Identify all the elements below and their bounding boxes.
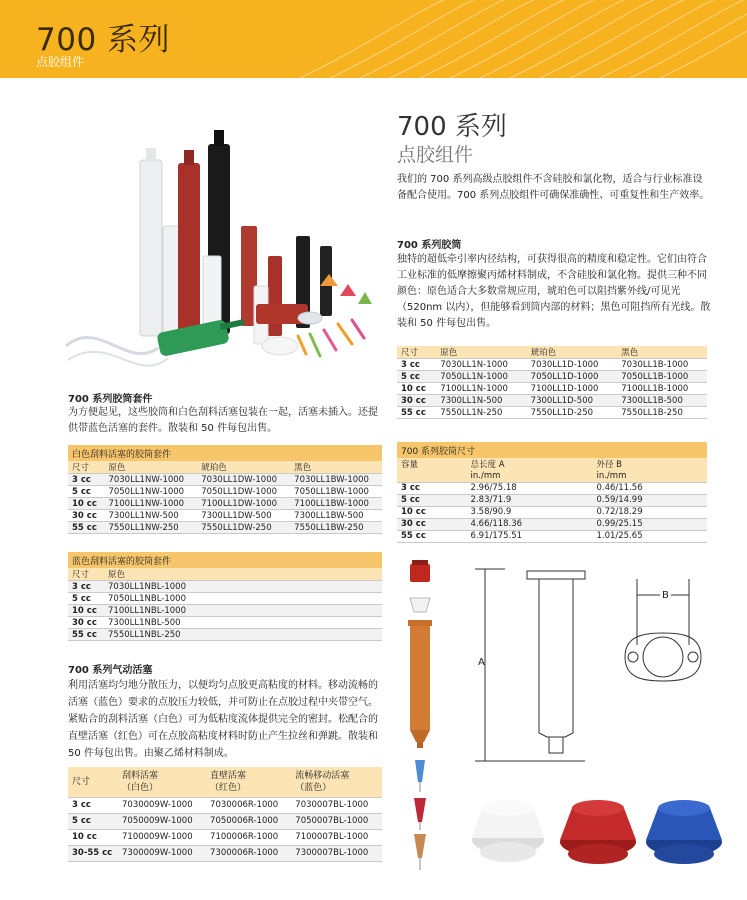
table-row: 30 cc 7300LL1NW-500 7300LL1DW-500 7300LL1BW-500 — [68, 510, 382, 522]
dimension-label-b: B — [662, 590, 669, 601]
table-row: 10 cc 7100LL1NW-1000 7100LL1DW-1000 7100LL1BW-1000 — [68, 498, 382, 510]
blue-piston — [646, 800, 722, 864]
kits-text: 为方便起见，这些胶筒和白色刮料活塞包装在一起，活塞未插入。还提供带蓝色活塞的套件。散装和 50 件每包出售。 — [68, 407, 378, 434]
table-row: 30 cc 7300LL1N-500 7300LL1D-500 7300LL1B-500 — [397, 395, 707, 407]
barrels-table — [397, 346, 707, 419]
table-row: 3 cc 7030LL1N-1000 7030LL1D-1000 7030LL1B-1000 — [397, 359, 707, 371]
table-header-row: 容量 总长度 A 外径 B — [397, 458, 707, 470]
header-subtitle: 点胶组件 — [36, 55, 85, 69]
white-kit-table — [68, 445, 382, 534]
table-row: 55 cc 6.91/175.51 1.01/25.65 — [397, 530, 707, 542]
table-row: 30 cc 7300LL1NBL-500 — [68, 617, 382, 629]
syringe-assembly-illustration — [398, 560, 442, 872]
blue-kit-table — [68, 552, 382, 641]
table-row: 5 cc 7050LL1NW-1000 7050LL1DW-1000 7050LL1BW-1000 — [68, 486, 382, 498]
table-row: 55 cc 7550LL1NW-250 7550LL1DW-250 7550LL1BW-250 — [68, 522, 382, 534]
table-row: 10 cc 7100LL1N-1000 7100LL1D-1000 7100LL1B-1000 — [397, 383, 707, 395]
table-row: 55 cc 7550LL1N-250 7550LL1D-250 7550LL1B-250 — [397, 407, 707, 419]
table-caption-row — [68, 445, 382, 461]
table-row: 5 cc 2.83/71.9 0.59/14.99 — [397, 494, 707, 506]
table-row: 3 cc 7030LL1NW-1000 7030LL1DW-1000 7030LL1BW-1000 — [68, 474, 382, 486]
table-units-row: in./mm in./mm — [397, 470, 707, 482]
barrels-text: 独特的超低牵引率内径结构，可获得很高的精度和稳定性。它们由符合工业标准的低摩擦聚丙烯材料制成，不含硅胶和氯化物。提供三种不同颜色：原色适合大多数常规应用，琥珀色可以阻挡紫外线/可见光（520nm 以内），但能够看到筒内部的材料；黑色可阻挡所有光线。散装和 50 件每包出售。 — [397, 254, 711, 329]
table-row: 3 cc 7030LL1NBL-1000 — [68, 581, 382, 593]
intro-subtitle: 点胶组件 — [397, 144, 474, 166]
product-photo — [58, 108, 380, 384]
dimensions-caption: 700 系列胶筒尺寸 — [397, 442, 707, 458]
table-row: 10 cc 7100009W-1000 7100006R-1000 7100007BL-1000 — [68, 829, 382, 845]
white-piston — [472, 800, 544, 862]
table-row: 3 cc 2.96/75.18 0.46/11.56 — [397, 482, 707, 494]
table-row: 5 cc 7050LL1N-1000 7050LL1D-1000 7050LL1B-1000 — [397, 371, 707, 383]
table-caption-row — [68, 552, 382, 568]
table-row: 5 cc 7050LL1NBL-1000 — [68, 593, 382, 605]
pistons-table — [68, 767, 382, 862]
pistons-heading: 700 系列气动活塞 — [68, 665, 153, 676]
table-row: 3 cc 7030009W-1000 7030006R-1000 7030007BL-1000 — [68, 797, 382, 813]
table-row: 30 cc 4.66/118.36 0.99/25.15 — [397, 518, 707, 530]
white-kit-caption: 白色刮料活塞的胶筒套件 — [68, 445, 382, 461]
pistons-text: 利用活塞均匀地分散压力，以便均匀点胶更高粘度的材料。移动流畅的活塞（蓝色）要求的点胶压力较低，并可防止在点胶过程中夹带空气。紧贴合的刮料活塞（白色）可为低粘度流体提供完全的密封。松配合的直壁活塞（红色）可在点胶高粘度材料时防止产生拉丝和弹跳。散装和 50 件每包出售。由聚乙烯材料制成。 — [68, 680, 378, 759]
col-natural: 原色 — [436, 346, 526, 359]
barrels-heading: 700 系列胶筒 — [397, 240, 462, 251]
col-amber: 琥珀色 — [527, 346, 618, 359]
table-row: 10 cc 3.58/90.9 0.72/18.29 — [397, 506, 707, 518]
table-header-row: 尺寸 原色 琥珀色 黑色 — [68, 461, 382, 474]
red-piston — [560, 800, 636, 864]
piston-photos — [460, 790, 730, 870]
table-header-row — [397, 346, 707, 359]
dimension-label-a: A — [478, 657, 485, 668]
header-title: 700 系列 — [36, 22, 171, 58]
table-header-row: 尺寸 原色 — [68, 568, 382, 581]
table-row: 10 cc 7100LL1NBL-1000 — [68, 605, 382, 617]
page-header — [0, 0, 747, 78]
table-row: 5 cc 7050009W-1000 7050006R-1000 7050007BL-1000 — [68, 813, 382, 829]
intro-text: 我们的 700 系列高级点胶组件不含硅胶和氯化物，适合与行业标准设备配合使用。700 系列点胶组件可确保准确性、可重复性和生产效率。 — [397, 174, 710, 201]
intro-title: 700 系列 — [397, 112, 507, 142]
table-caption-row — [397, 442, 707, 458]
table-header-row: 尺寸 刮料活塞 （白色） 直壁活塞 （红色） 流畅移动活塞 （蓝色） — [68, 767, 382, 797]
table-row: 30-55 cc 7300009W-1000 7300006R-1000 7300007BL-1000 — [68, 845, 382, 861]
table-row: 55 cc 7550LL1NBL-250 — [68, 629, 382, 641]
kits-heading: 700 系列胶筒套件 — [68, 394, 153, 405]
dimensions-table — [397, 442, 707, 543]
col-black: 黑色 — [617, 346, 707, 359]
col-size: 尺寸 — [397, 346, 436, 359]
blue-kit-caption: 蓝色刮料活塞的胶筒套件 — [68, 552, 382, 568]
